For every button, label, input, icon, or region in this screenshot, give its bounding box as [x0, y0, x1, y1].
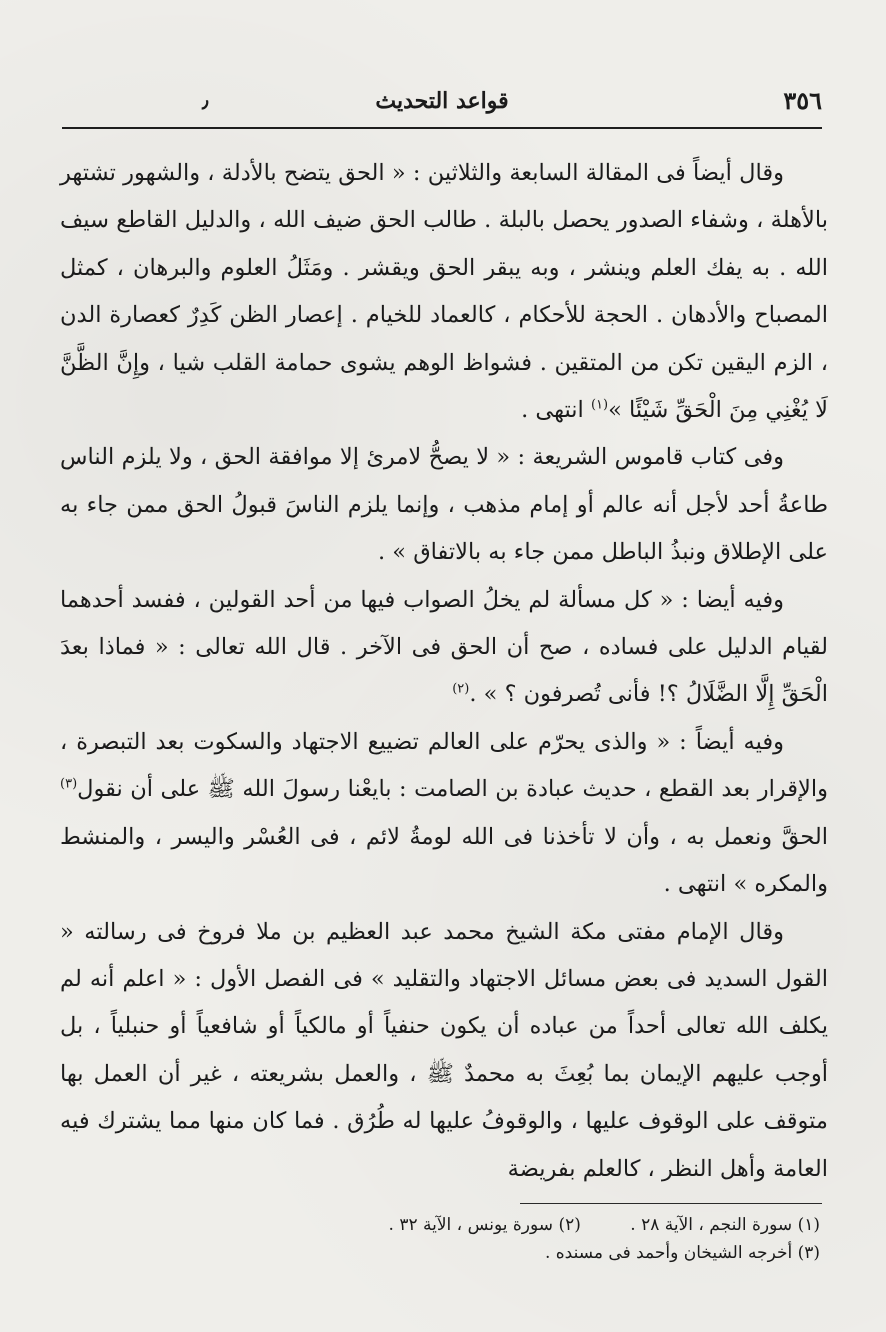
footnote-1: (١) سورة النجم ، الآية ٢٨ . — [630, 1215, 820, 1235]
paragraph-line: وقال أيضاً فى المقالة السابعة والثلاثين : « الحق يتضح بالأدلة ، والشهور تشتهر — [60, 160, 784, 186]
paragraph-ubada-hadith — [60, 719, 828, 909]
footnotes — [60, 1211, 820, 1267]
header-mark: ٫ — [202, 88, 209, 112]
paragraph-line: وفى كتاب قاموس الشريعة : « لا يصحُّ لامرئ إلا موافقة الحق ، ولا يلزم الناس — [60, 444, 784, 471]
paragraph-line: فى بعض مسائل الاجتهاد والتقليد » فى الفصل الأول : « اعلم أنه لم يكلف الله تعالى أحداً — [60, 965, 828, 1040]
footnote-rule — [520, 1203, 822, 1204]
paragraph-line: فأنى تُصرفون ؟ » . — [469, 681, 651, 708]
paragraph-two-opinions — [60, 577, 828, 719]
paragraph-line: والوقوفُ عليها له طُرُق . فما كان منها مما يشترك فيه العامة وأهل النظر ، كالعلم بفريضة — [60, 1108, 828, 1182]
paragraph-line: انتهى . — [521, 397, 584, 424]
paragraph-quote-thirty-seventh-article — [60, 150, 828, 434]
footnote-row — [60, 1211, 820, 1239]
paragraph-line: الحجة للأحكام ، كالعماد للخيام . إعصار الظن كَدِرٌ كعصارة الدن ، الزم اليقين تكن — [60, 302, 828, 376]
paragraph-line: والإقرار بعد القطع ، حديث عبادة بن الصامت : بايعْنا رسولَ الله ﷺ على أن نقول — [77, 776, 828, 803]
paragraph-line: طاعةُ أحد لأجل أنه عالم أو إمام مذهب ، وإنما يلزم الناسَ قبولُ الحق ممن جاء به على — [60, 491, 828, 566]
paragraph-line: من عباده أن يكون حنفياً أو مالكياً أو شافعياً أو حنبلياً ، بل أوجب عليهم الإيمان — [60, 1013, 828, 1087]
footnote-ref-3: (٣) — [60, 776, 78, 792]
paragraph-line: انتهى . — [663, 871, 727, 898]
paragraph-line: بالأهلة ، وشفاء الصدور يحصل بالبلة . طالب الحق ضيف الله ، والدليل القاطع سيف الله . به — [60, 207, 828, 281]
paragraph-line: الإطلاق ونبذُ الباطل ممن جاء به بالاتفاق » . — [378, 539, 782, 566]
page-number: ٣٥٦ — [783, 86, 822, 115]
page-header — [62, 84, 822, 126]
paragraph-line: الحقَّ ونعمل به ، وأن لا تأخذنا فى الله لومةُ لائم ، فى العُسْر واليسر ، والمنشط والمكره » — [60, 823, 828, 898]
footnote-ref-1: (١) — [590, 397, 609, 413]
paragraph-line: وفيه أيضاً : « والذى يحرّم على العالم تضييع الاجتهاد والسكوت بعد التبصرة ، — [60, 728, 784, 755]
header-rule — [62, 127, 822, 129]
paragraph-line: وفيه أيضا : « كل مسألة لم يخلُ الصواب فيها من أحد القولين ، ففسد أحدهما لقيام — [60, 586, 828, 661]
footnote-3: (٣) أخرجه الشيخان وأحمد فى مسنده . — [544, 1243, 820, 1263]
paragraph-line: يفك العلم وينشر ، وبه يبقر الحق ويقشر . ومَثَلُ العلوم والبرهان ، كمثل المصباح والأدهان . — [60, 254, 829, 329]
footnote-ref-2: (٢) — [452, 681, 470, 697]
footnote-row — [60, 1239, 820, 1267]
footnote-2: (٢) سورة يونس ، الآية ٣٢ . — [388, 1215, 581, 1235]
paragraph-qamus-al-sharia — [60, 434, 828, 576]
paragraph-line: بما بُعِثَ به محمدٌ ﷺ ، والعمل بشريعته ، غير أن العمل بها متوقف على الوقوف عليها ، — [60, 1060, 828, 1135]
paragraph-line: الدليل على فساده ، صح أن الحق فى الآخر . قال الله تعالى : « فماذا بعدَ الْحَقِّ إِلَّا الضَّلَالُ ؟! — [60, 634, 828, 708]
paragraph-mufti-makkah — [60, 909, 828, 1193]
body-text — [60, 150, 828, 1193]
paragraph-line: من المتقين . فشواظ الوهم يشوى حمامة القلب شيا ، وإِنَّ الظَّنَّ لَا يُغْنِي مِنَ الْحَقِّ شَيْئًا » — [60, 349, 828, 424]
paragraph-line: وقال الإمام مفتى مكة الشيخ محمد عبد العظيم بن ملا فروخ فى رسالته « القول السديد — [60, 918, 828, 992]
running-title: قواعد التحديث — [375, 88, 509, 114]
